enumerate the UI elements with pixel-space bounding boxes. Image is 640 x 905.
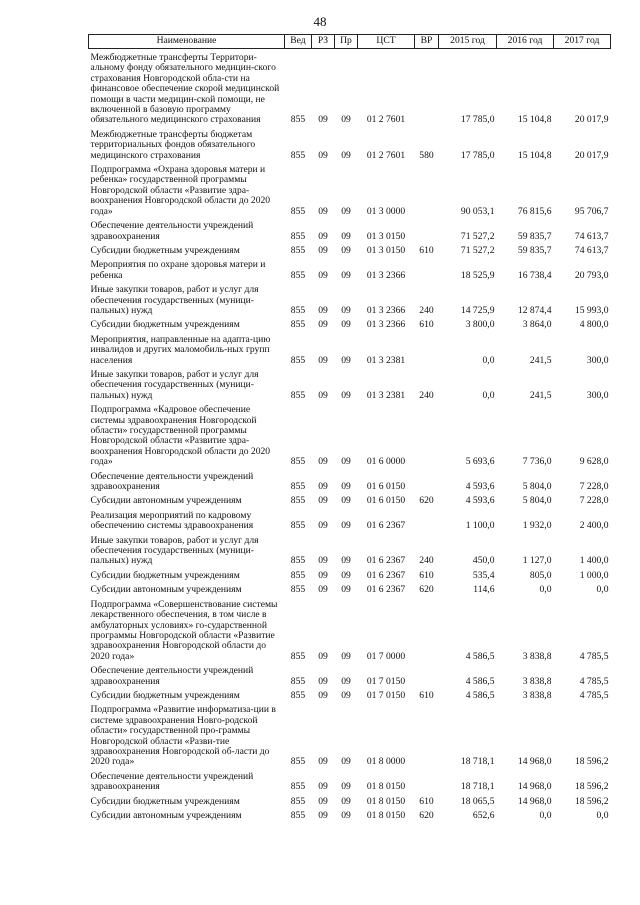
row-cst: 01 6 2367 [366,584,406,596]
table-row [89,701,611,767]
header-cst: ЦСТ [358,35,415,49]
table-row [89,468,611,493]
row-pr: 09 [341,781,351,793]
row-value-2016: 15 104,8 [517,149,552,161]
row-value-2017: 300,0 [586,389,609,401]
row-vr: 620 [419,810,434,821]
row-value-2017: 74 613,7 [574,244,609,256]
row-rz: 09 [318,230,328,242]
row-cst: 01 8 0150 [366,795,406,807]
row-value-2017: 18 596,2 [574,756,609,768]
row-name: Субсидии автономным учреждениям [90,810,242,821]
row-value-2016: 3 864,0 [522,319,552,331]
table-body [89,49,611,822]
row-pr: 09 [341,555,351,567]
row-rz: 09 [318,689,328,701]
row-value-2017: 4 785,5 [579,650,609,662]
row-value-2017: 18 596,2 [574,795,609,807]
row-ved: 855 [290,389,306,401]
row-rz: 09 [318,810,328,821]
row-value-2016: 1 127,0 [522,555,552,567]
row-value-2016: 14 968,0 [517,756,552,768]
row-value-2017: 95 706,7 [574,205,609,217]
row-value-2015: 71 527,2 [460,230,495,242]
table-row [89,49,611,126]
row-cst: 01 3 2366 [366,269,406,281]
row-value-2015: 1 100,0 [465,520,495,532]
row-value-2016: 14 968,0 [517,795,552,807]
header-2015: 2015 год [439,35,497,49]
row-value-2016: 805,0 [529,569,552,581]
row-vr [415,662,439,687]
row-cst: 01 2 7601 [366,114,406,126]
row-ved: 855 [290,269,306,281]
budget-table [88,34,611,821]
row-rz: 09 [318,481,328,493]
row-rz: 09 [318,781,328,793]
row-ved: 855 [290,481,306,493]
row-pr: 09 [341,269,351,281]
row-cst: 01 6 0000 [366,456,406,468]
row-ved: 855 [290,244,306,256]
row-pr: 09 [341,244,351,256]
row-value-2015: 4 593,6 [465,495,495,507]
row-ved: 855 [290,675,306,687]
row-cst: 01 6 2367 [366,555,406,567]
row-vr: 610 [419,689,434,701]
row-vr [415,468,439,493]
row-value-2016: 59 835,7 [517,230,552,242]
row-pr: 09 [341,584,351,596]
row-value-2015: 3 800,0 [465,319,495,331]
row-name: Мероприятия, направленные на адапта-цию инвалидов и других маломобиль-ных групп населения [90,333,271,366]
table-row [89,793,611,807]
row-value-2016: 1 932,0 [522,520,552,532]
row-ved: 855 [290,456,306,468]
row-name: Обеспечение деятельности учреждений здравоохранения [90,770,254,793]
row-cst: 01 8 0150 [366,810,406,821]
table-row [89,581,611,595]
row-cst: 01 6 2367 [366,569,406,581]
row-value-2016: 241,5 [529,389,552,401]
row-vr: 610 [419,569,434,581]
row-value-2015: 4 586,5 [465,689,495,701]
row-ved: 855 [290,756,306,768]
table-row [89,662,611,687]
table-row [89,687,611,701]
row-value-2017: 300,0 [586,354,609,366]
row-ved: 855 [290,230,306,242]
row-rz: 09 [318,389,328,401]
row-name: Подпрограмма «Охрана здоровья матери и ребенка» государственной программы Новгородской области «Развитие здра-воохранения Новгородской области до 2020 года» [90,164,271,217]
row-value-2015: 17 785,0 [460,114,495,126]
row-value-2015: 5 693,6 [465,456,495,468]
row-rz: 09 [318,795,328,807]
row-cst: 01 6 2367 [366,520,406,532]
row-rz: 09 [318,304,328,316]
row-value-2016: 5 804,0 [522,481,552,493]
row-vr [415,701,439,767]
row-pr: 09 [341,319,351,331]
row-name: Реализация мероприятий по кадровому обеспечению системы здравоохранения [90,509,254,532]
row-value-2015: 4 586,5 [465,650,495,662]
page-number: 48 [313,14,327,29]
row-value-2016: 12 874,4 [517,304,552,316]
row-value-2017: 7 228,0 [579,495,609,507]
row-value-2015: 18 718,1 [460,781,495,793]
row-ved: 855 [290,810,306,821]
table-row [89,567,611,581]
row-vr: 240 [419,555,434,567]
row-pr: 09 [341,389,351,401]
row-vr: 580 [419,149,434,161]
row-rz: 09 [318,675,328,687]
row-value-2017: 2 400,0 [579,520,609,532]
row-value-2016: 241,5 [529,354,552,366]
row-ved: 855 [290,795,306,807]
header-2016: 2016 год [497,35,554,49]
row-cst: 01 7 0150 [366,689,406,701]
table-row [89,126,611,161]
row-ved: 855 [290,520,306,532]
row-rz: 09 [318,756,328,768]
row-value-2016: 5 804,0 [522,495,552,507]
row-value-2016: 3 838,8 [522,675,552,687]
row-value-2015: 0,0 [482,389,495,401]
header-name: Наименование [89,35,285,49]
row-value-2016: 0,0 [539,584,552,596]
row-vr [415,256,439,281]
table-row [89,366,611,401]
row-vr: 620 [419,495,434,507]
row-ved: 855 [290,555,306,567]
table-row [89,532,611,567]
row-rz: 09 [318,319,328,331]
row-cst: 01 2 7601 [366,149,406,161]
row-vr [415,596,439,662]
row-vr [415,507,439,532]
row-pr: 09 [341,230,351,242]
table-row [89,316,611,330]
row-pr: 09 [341,675,351,687]
row-value-2015: 4 593,6 [465,481,495,493]
row-value-2017: 9 628,0 [579,456,609,468]
row-value-2016: 3 838,8 [522,650,552,662]
row-value-2016: 14 968,0 [517,781,552,793]
row-cst: 01 3 2381 [366,354,406,366]
row-name: Иные закупки товаров, работ и услуг для обеспечения государственных (муници-пальных) нужд [90,368,259,401]
row-name: Мероприятия по охране здоровья матери и ребенка [90,259,266,281]
row-pr: 09 [341,495,351,507]
row-pr: 09 [341,354,351,366]
row-name: Иные закупки товаров, работ и услуг для обеспечения государственных (муници-пальных) нужд [90,534,259,567]
row-value-2015: 71 527,2 [460,244,495,256]
row-vr [415,217,439,242]
row-name: Подпрограмма «Кадровое обеспечение системы здравоохранения Новгородской области» государственной программы Новгородской области «Развитие здра-воохранения Новгородской области до 2020 года» [90,404,271,468]
row-name: Субсидии бюджетным учреждениям [90,244,240,256]
row-vr: 240 [419,304,434,316]
row-rz: 09 [318,205,328,217]
row-value-2015: 18 525,9 [460,269,495,281]
row-rz: 09 [318,244,328,256]
row-value-2015: 4 586,5 [465,675,495,687]
row-name: Подпрограмма «Развитие информатиза-ции в системе здравоохранения Новго-родской области» государственной про-граммы Новгородской области «Разви-тие здравоохранения Новгородской об-ласти до 2020 года» [90,704,276,768]
row-pr: 09 [341,149,351,161]
row-value-2016: 7 736,0 [522,456,552,468]
row-name: Межбюджетные трансферты бюджетам территориальных фондов обязательного медицинского страхования [90,128,256,161]
row-vr: 610 [419,795,434,807]
row-rz: 09 [318,584,328,596]
row-value-2017: 74 613,7 [574,230,609,242]
row-value-2017: 1 000,0 [579,569,609,581]
row-value-2017: 0,0 [596,810,609,821]
header-vr: ВР [415,35,439,49]
row-cst: 01 3 0000 [366,205,406,217]
row-ved: 855 [290,781,306,793]
row-value-2017: 7 228,0 [579,481,609,493]
table-row [89,256,611,281]
row-vr [415,161,439,217]
row-pr: 09 [341,304,351,316]
row-value-2015: 450,0 [472,555,495,567]
table-row [89,217,611,242]
row-ved: 855 [290,319,306,331]
row-cst: 01 3 2366 [366,319,406,331]
row-rz: 09 [318,269,328,281]
row-pr: 09 [341,650,351,662]
row-value-2017: 4 785,5 [579,689,609,701]
row-cst: 01 3 2381 [366,389,406,401]
row-value-2017: 18 596,2 [574,781,609,793]
row-name: Обеспечение деятельности учреждений здравоохранения [90,665,254,687]
row-ved: 855 [290,650,306,662]
header-2017: 2017 год [554,35,611,49]
row-vr: 610 [419,319,434,331]
row-name: Субсидии бюджетным учреждениям [90,319,240,331]
table-row [89,492,611,506]
row-name: Подпрограмма «Совершенствование системы лекарственного обеспечения, в том числе в амбулаторных условиях» го-сударственной программы Новгородской области «Развитие здравоохранения Новгородской области до 2020 года» [90,598,278,662]
row-pr: 09 [341,481,351,493]
row-pr: 09 [341,114,351,126]
row-cst: 01 7 0150 [366,675,406,687]
row-name: Субсидии бюджетным учреждениям [90,689,240,701]
row-ved: 855 [290,205,306,217]
table-row [89,281,611,316]
row-ved: 855 [290,114,306,126]
row-value-2016: 59 835,7 [517,244,552,256]
row-pr: 09 [341,795,351,807]
row-value-2016: 15 104,8 [517,114,552,126]
row-value-2015: 18 065,5 [460,795,495,807]
row-name: Субсидии автономным учреждениям [90,584,242,596]
row-value-2017: 15 993,0 [574,304,609,316]
row-value-2015: 535,4 [472,569,495,581]
row-value-2016: 3 838,8 [522,689,552,701]
row-value-2017: 20 017,9 [574,149,609,161]
header-rz: РЗ [312,35,335,49]
row-vr [415,49,439,126]
row-value-2015: 17 785,0 [460,149,495,161]
row-cst: 01 3 2366 [366,304,406,316]
row-value-2016: 16 738,4 [517,269,552,281]
table-row [89,331,611,366]
row-cst: 01 3 0150 [366,230,406,242]
row-rz: 09 [318,569,328,581]
row-value-2015: 114,6 [473,584,495,596]
row-cst: 01 6 0150 [366,495,406,507]
row-pr: 09 [341,520,351,532]
row-vr [415,768,439,793]
row-value-2017: 4 800,0 [579,319,609,331]
row-ved: 855 [290,569,306,581]
header-pr: Пр [335,35,358,49]
row-value-2015: 0,0 [482,354,495,366]
row-value-2017: 4 785,5 [579,675,609,687]
row-name: Обеспечение деятельности учреждений здравоохранения [90,470,254,493]
row-name: Межбюджетные трансферты Территори-альному фонду обязательного медицин-ского страхования Новгородской обла-сти на финансовое обеспечение скорой медицинской помощи в части медицин-ской помощи, не включенной в базовую программу обязательного медицинского страхования [90,52,280,126]
row-ved: 855 [290,304,306,316]
table-row [89,401,611,467]
table-row [89,596,611,662]
row-value-2017: 0,0 [596,584,609,596]
row-pr: 09 [341,689,351,701]
row-rz: 09 [318,520,328,532]
row-cst: 01 8 0150 [366,781,406,793]
row-cst: 01 3 0150 [366,244,406,256]
row-name: Субсидии бюджетным учреждениям [90,795,240,807]
row-ved: 855 [290,149,306,161]
header-ved: Вед [285,35,312,49]
row-rz: 09 [318,149,328,161]
row-name: Субсидии бюджетным учреждениям [90,569,240,581]
row-ved: 855 [290,354,306,366]
table-row [89,768,611,793]
table-row [89,807,611,821]
row-ved: 855 [290,689,306,701]
row-pr: 09 [341,810,351,821]
row-value-2015: 652,6 [472,810,495,821]
row-pr: 09 [341,456,351,468]
table-row [89,242,611,256]
row-ved: 855 [290,495,306,507]
row-value-2015: 18 718,1 [460,756,495,768]
row-name: Обеспечение деятельности учреждений здравоохранения [90,220,254,242]
table-row [89,161,611,217]
row-cst: 01 8 0000 [366,756,406,768]
row-pr: 09 [341,205,351,217]
row-value-2015: 90 053,1 [460,205,495,217]
row-pr: 09 [341,756,351,768]
row-rz: 09 [318,495,328,507]
row-cst: 01 6 0150 [366,481,406,493]
row-rz: 09 [318,650,328,662]
row-rz: 09 [318,354,328,366]
row-value-2017: 20 017,9 [574,114,609,126]
row-rz: 09 [318,555,328,567]
row-vr: 620 [419,584,434,596]
row-vr: 610 [419,244,434,256]
table-row [89,507,611,532]
row-ved: 855 [290,584,306,596]
row-vr [415,401,439,467]
row-name: Субсидии автономным учреждениям [90,495,242,507]
row-value-2016: 0,0 [539,810,552,821]
row-rz: 09 [318,456,328,468]
row-value-2017: 20 793,0 [574,269,609,281]
row-vr [415,331,439,366]
row-value-2017: 1 400,0 [579,555,609,567]
row-name: Иные закупки товаров, работ и услуг для обеспечения государственных (муници-пальных) нужд [90,284,259,316]
row-pr: 09 [341,569,351,581]
row-value-2015: 14 725,9 [460,304,495,316]
row-value-2016: 76 815,6 [517,205,552,217]
row-cst: 01 7 0000 [366,650,406,662]
row-rz: 09 [318,114,328,126]
table-header-row [89,35,611,49]
row-vr: 240 [419,389,434,401]
